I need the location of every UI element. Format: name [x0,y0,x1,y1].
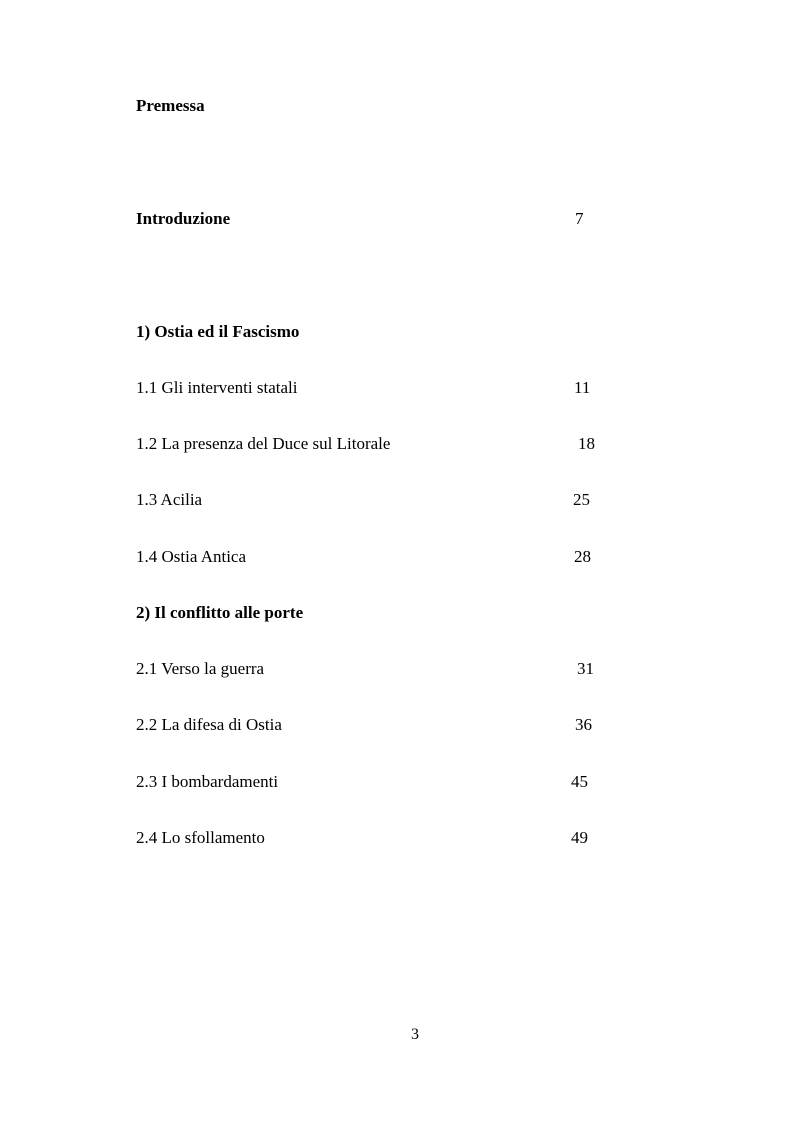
toc-page-1-3: 25 [573,490,590,509]
toc-page-introduzione: 7 [575,209,584,228]
toc-section-1-1: 1.1 Gli interventi statali [136,378,298,397]
toc-chapter-1-title: 1) Ostia ed il Fascismo [136,322,300,341]
footer-page-number: 3 [411,1026,419,1043]
toc-section-1-4: 1.4 Ostia Antica [136,547,247,566]
toc-section-2-1: 2.1 Verso la guerra [136,659,265,678]
toc-heading-introduzione: Introduzione [136,209,231,228]
toc-section-1-2: 1.2 La presenza del Duce sul Litorale [136,434,391,453]
toc-page-2-1: 31 [577,659,594,678]
toc-section-2-2: 2.2 La difesa di Ostia [136,715,282,734]
toc-chapter-2-title: 2) Il conflitto alle porte [136,603,304,622]
toc-section-2-3: 2.3 I bombardamenti [136,772,279,791]
toc-page-2-4: 49 [571,828,588,847]
toc-page-1-4: 28 [574,547,591,566]
toc-page-1-1: 11 [574,378,591,397]
toc-section-1-3: 1.3 Acilia [136,490,203,509]
toc-page-1-2: 18 [578,434,595,453]
toc-page-2-2: 36 [575,715,592,734]
toc-page-2-3: 45 [571,772,588,791]
toc-heading-premessa: Premessa [136,96,205,115]
toc-section-2-4: 2.4 Lo sfollamento [136,828,265,847]
